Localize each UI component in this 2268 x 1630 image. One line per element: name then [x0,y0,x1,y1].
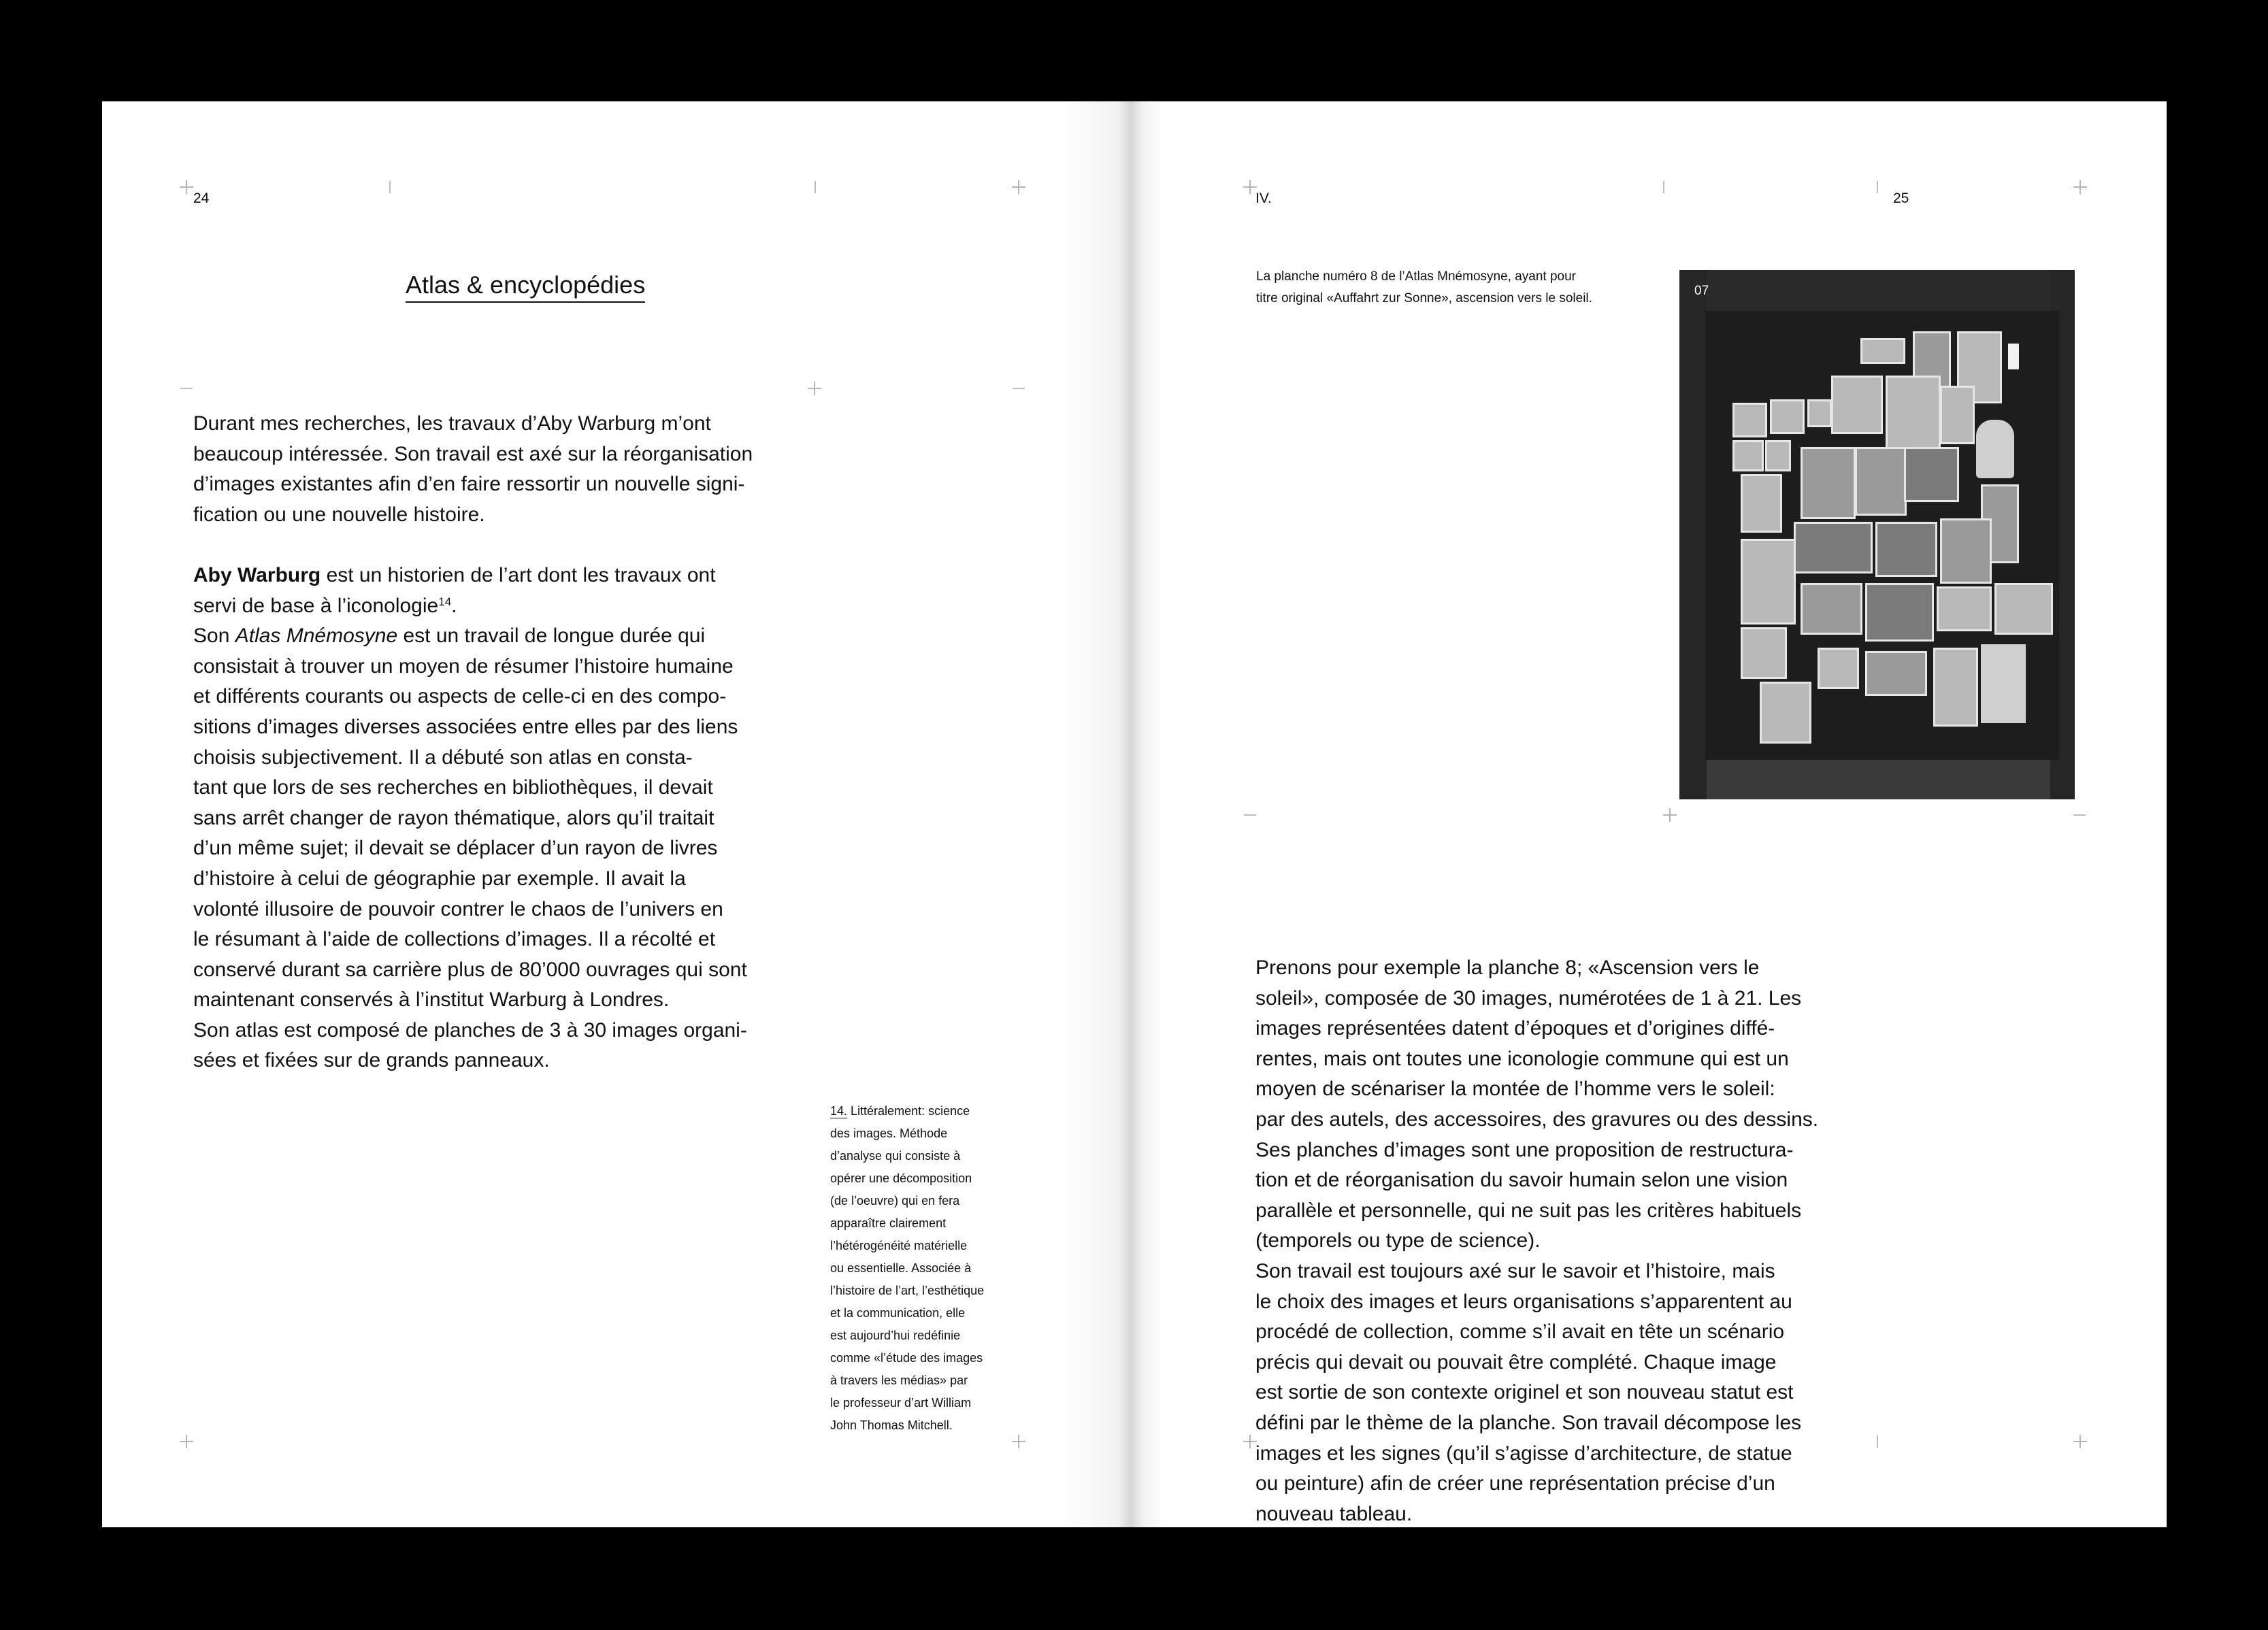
footnote-line: l’histoire de l’art, l’esthétique [830,1284,985,1297]
footnote-line: le professeur d’art William [830,1396,972,1410]
text-line: Son atlas est composé de planches de 3 à 30 images organi- [193,1018,747,1042]
text-line: d’un même sujet; il devait se déplacer d’un rayon de livres [193,837,718,860]
bookshelf-background [1679,270,2075,311]
text-line: fication ou une nouvelle histoire. [193,503,485,526]
text-line: est sortie de son contexte originel et son nouveau statut est [1255,1381,1794,1404]
text-line: le choix des images et leurs organisations s’apparentent au [1255,1290,1792,1313]
text-line [193,621,753,652]
image-plate [1855,447,1907,516]
display-board [1705,311,2059,760]
statue [1981,644,2026,723]
footnote-number: 14. [830,1104,848,1118]
footnote-line: des images. Méthode [830,1127,948,1140]
text-line: procédé de collection, comme s’il avait en tête un scénario [1255,1320,1785,1344]
text-line: ou peinture) afin de créer une représentation précise d’un [1255,1472,1775,1495]
person-name: Aby Warburg [193,563,321,586]
image-plate [1801,447,1856,519]
image-plate [1831,376,1883,434]
left-page [102,101,1132,1527]
figure-number: 07 [1694,284,1709,298]
text-line: parallèle et personnelle, qui ne suit pas les critères habituels [1255,1199,1802,1222]
figure-caption [1256,266,1592,310]
image-plate [1794,522,1873,573]
image-plate [1933,648,1978,727]
footnote-line: d’analyse qui consiste à [830,1149,961,1163]
crop-mark [1012,180,1025,194]
crop-mark [1013,388,1025,389]
crop-mark [2073,814,2086,816]
footnote-line: comme «l’étude des images [830,1351,983,1365]
image-plate [1875,522,1937,577]
text-line: (temporels ou type de science). [1255,1229,1541,1252]
text-span: est un travail de longue durée qui [397,625,706,648]
sculpture-bust [1976,420,2014,478]
footnote-reference[interactable]: 14 [438,595,452,608]
text-span: Littéralement: science [847,1104,970,1118]
crop-mark [815,181,816,193]
body-text [193,409,753,1076]
image-plate [1760,682,1811,744]
text-line: d’images existantes afin d’en faire ressortir un nouvelle signi- [193,473,745,496]
crop-mark [180,180,193,194]
page-number: 25 [1893,190,1909,206]
crop-mark [1012,1435,1025,1448]
footnote-line: apparaître clairement [830,1216,947,1230]
text-line: soleil», composée de 30 images, numérotées de 1 à 21. Les [1255,986,1802,1010]
text-line: Ses planches d’images sont une proposition de restructura- [1255,1138,1794,1161]
text-line: maintenant conservés à l’institut Warburg à Londres. [193,988,670,1012]
caption-line: La planche numéro 8 de l’Atlas Mnémosyne, ayant pour [1256,269,1576,284]
text-line: moyen de scénariser la montée de l’homme vers le soleil: [1255,1078,1775,1101]
crop-mark [2073,180,2087,194]
image-plate [1741,539,1796,625]
text-line: conservé durant sa carrière plus de 80’000 ouvrages qui sont [193,958,747,981]
text-span: . [451,594,457,617]
image-plate [1770,399,1805,434]
text-line: Durant mes recherches, les travaux d’Aby Warburg m’ont [193,412,711,435]
number-tag [2008,344,2019,369]
image-plate [1741,627,1787,679]
crop-mark [808,382,821,395]
footnote-line [830,1100,984,1122]
crop-mark [1244,814,1256,816]
crop-mark [1243,1435,1257,1448]
footnote-line: est aujourd’hui redéfinie [830,1329,961,1342]
crop-mark [1877,1435,1878,1448]
image-plate [1940,386,1975,444]
text-line: rentes, mais ont toutes une iconologie commune qui est un [1255,1047,1789,1070]
text-line: images et les signes (qu’il s’agisse d’architecture, de statue [1255,1442,1792,1465]
work-title: Atlas Mnémosyne [235,625,398,648]
footnote-line: à travers les médias» par [830,1374,968,1387]
text-line: d’histoire à celui de géographie par exemple. Il avait la [193,867,686,890]
image-plate [1940,518,1992,584]
crop-mark [1663,181,1664,193]
text-line: choisis subjectivement. Il a débuté son atlas en consta- [193,746,693,769]
text-line: défini par le thème de la planche. Son travail décompose les [1255,1411,1802,1434]
image-plate [1994,583,2053,635]
crop-mark [389,181,391,193]
crop-mark [180,388,193,389]
chapter-heading: Atlas & encyclopédies [406,270,645,303]
footnote-line: (de l’oeuvre) qui en fera [830,1194,960,1208]
footnote [830,1100,984,1437]
footnote-line: ou essentielle. Associée à [830,1261,972,1275]
text-line: le résumant à l’aide de collections d’images. Il a récolté et [193,928,716,951]
image-plate [1886,376,1941,454]
image-plate [1818,648,1859,689]
text-span: servi de base à l’iconologie [193,594,439,617]
text-line: tion et de réorganisation du savoir humain selon une vision [1255,1169,1788,1192]
text-line: images représentées datent d’époques et d’origines diffé- [1255,1017,1775,1040]
image-plate [1741,474,1782,533]
image-plate [1801,583,1862,635]
footnote-line: l’hétérogénéité matérielle [830,1239,968,1252]
image-plate [1904,447,1959,502]
text-span: est un historien de l’art dont les travaux ont [321,563,716,586]
text-line: sitions d’images diverses associées entre elles par des liens [193,715,738,738]
text-line: beaucoup intéressée. Son travail est axé sur la réorganisation [193,442,753,465]
text-line: sées et fixées sur de grands panneaux. [193,1049,550,1072]
text-line: sans arrêt changer de rayon thématique, alors qu’il traitait [193,806,714,829]
crop-mark [180,1435,193,1448]
atlas-plate-photo [1679,270,2075,799]
footnote-line: opérer une décomposition [830,1171,972,1185]
image-plate [1807,399,1832,427]
image-plate [1865,651,1927,696]
image-plate [1860,338,1905,364]
text-line: Prenons pour exemple la planche 8; «Ascension vers le [1255,957,1760,979]
caption-line: titre original «Auffahrt zur Sonne», ascension vers le soleil. [1256,291,1592,305]
text-line [193,591,753,622]
footnote-line: John Thomas Mitchell. [830,1418,953,1432]
body-text [1255,953,1818,1527]
crop-mark [1663,808,1677,822]
text-line: nouveau tableau. [1255,1502,1413,1525]
footnote-line: et la communication, elle [830,1306,966,1320]
text-line: volonté illusoire de pouvoir contrer le chaos de l’univers en [193,897,723,920]
text-line: précis qui devait ou pouvait être complété. Chaque image [1255,1350,1777,1374]
bookshelf-background [1679,270,1707,799]
text-line: par des autels, des accessoires, des gravures ou des dessins. [1255,1108,1819,1131]
image-plate [1732,440,1764,471]
page-number: 24 [193,190,210,206]
crop-mark [2073,1435,2087,1448]
text-line: tant que lors de ses recherches en bibliothèques, il devait [193,776,713,799]
image-plate [1865,583,1934,642]
text-span: Son [193,625,235,648]
image-plate [1765,440,1791,471]
right-page [1132,101,2167,1527]
text-line: consistait à trouver un moyen de résumer l’histoire humaine [193,654,734,678]
image-plate [1732,403,1767,437]
section-label: IV. [1255,190,1272,206]
text-line: et différents courants ou aspects de celle-ci en des compo- [193,685,727,708]
crop-mark [1243,180,1257,194]
text-line: Son travail est toujours axé sur le savoir et l’histoire, mais [1255,1259,1775,1282]
text-line [193,561,753,591]
crop-mark [1877,181,1878,193]
image-plate [1937,586,1992,631]
